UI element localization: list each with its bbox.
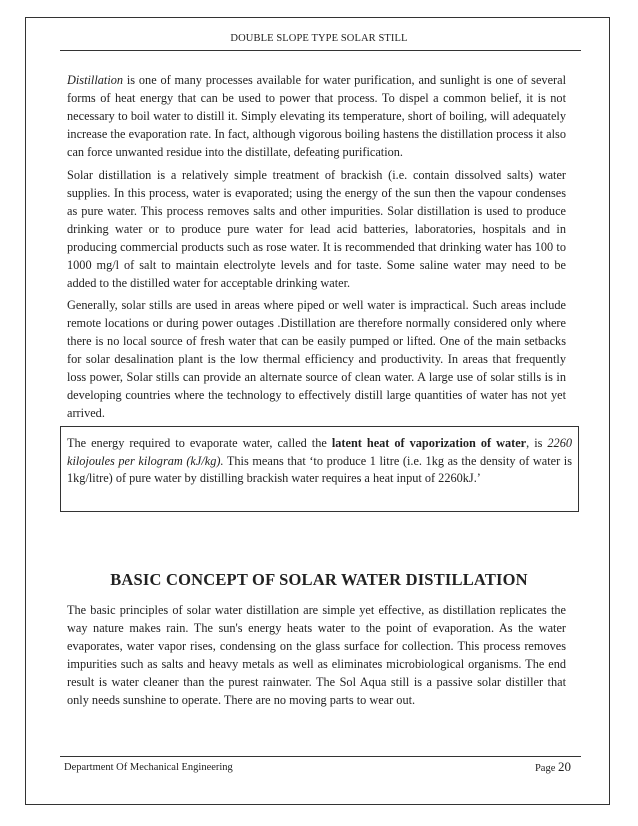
callout-text: The energy required to evaporate water, called the (67, 436, 332, 450)
paragraph-text: is one of many processes available for water purification, and sunlight is one of several forms of heat energy that can be used to power that process. To dispel a common belief, it is not necessary to boil water to distill it. Simply elevating its temperature, short of boiling, will adequately increase the evaporation rate. In fact, although vigorous boiling hastens the distillation process it also can force unwanted residue into the distillate, defeating purification. (67, 73, 566, 159)
paragraph-distillation (67, 71, 566, 161)
callout-text: , is (526, 436, 548, 450)
footer-department: Department Of Mechanical Engineering (64, 762, 233, 773)
header-divider (60, 50, 581, 51)
footer-page (535, 759, 571, 775)
paragraph-solar-distillation: Solar distillation is a relatively simple treatment of brackish (i.e. contain dissolved salts) water supplies. In this process, water is evaporated; using the energy of the sun then the vapour condenses as pure water. This process removes salts and other impurities. Solar distillation is used to produce drinking water or to produce pure water for lead acid batteries, laboratories, hospitals and in producing commercial products such as rose water. It is recommended that drinking water has 100 to 1000 mg/l of salt to maintain electrolyte levels and for taste. Some saline water may need to be added to the distilled water for acceptable drinking water. (67, 168, 566, 290)
footer-divider (60, 756, 581, 757)
page-number: 20 (558, 759, 571, 774)
callout-box (60, 426, 579, 512)
page-header: DOUBLE SLOPE TYPE SOLAR STILL (230, 33, 408, 44)
callout-italic-value: 2260 kilojoules per kilogram (kJ/kg). (67, 436, 572, 468)
paragraph-lead-term: Distillation (67, 73, 124, 87)
page-label: Page (534, 763, 558, 774)
callout-text: This means that ‘to produce 1 litre (i.e. 1kg as the density of water is 1kg/litre) of pure water by distilling brackish water requires a heat input of 2260kJ.’ (67, 453, 572, 485)
paragraph-solar-stills-usage: Generally, solar stills are used in areas where piped or well water is impractical. Such areas include remote locations or during power outages .Distillation are therefore normally considered only where there is no local source of fresh water that can be easily pumped or lifted. One of the main setbacks for solar desalination plant is the low thermal efficiency and productivity. In areas that frequently loss power, Solar stills can provide an alternate source of clean water. A large use of solar stills is in developing countries where the technology to effectively distill large quantities of water has not yet arrived. (67, 298, 566, 420)
section-heading: BASIC CONCEPT OF SOLAR WATER DISTILLATION (110, 570, 528, 589)
callout-bold-term: latent heat of vaporization of water (331, 436, 527, 450)
paragraph-basic-concept: The basic principles of solar water distillation are simple yet effective, as distillation replicates the way nature makes rain. The sun's energy heats water to the point of evaporation. As the water evaporates, water vapor rises, condensing on the glass surface for collection. This process removes impurities such as salts and heavy metals as well as eliminates microbiological organisms. The end result is water cleaner than the purest rainwater. The Sol Aqua still is a passive solar distiller that only needs sunshine to operate. There are no moving parts to wear out. (67, 603, 566, 707)
